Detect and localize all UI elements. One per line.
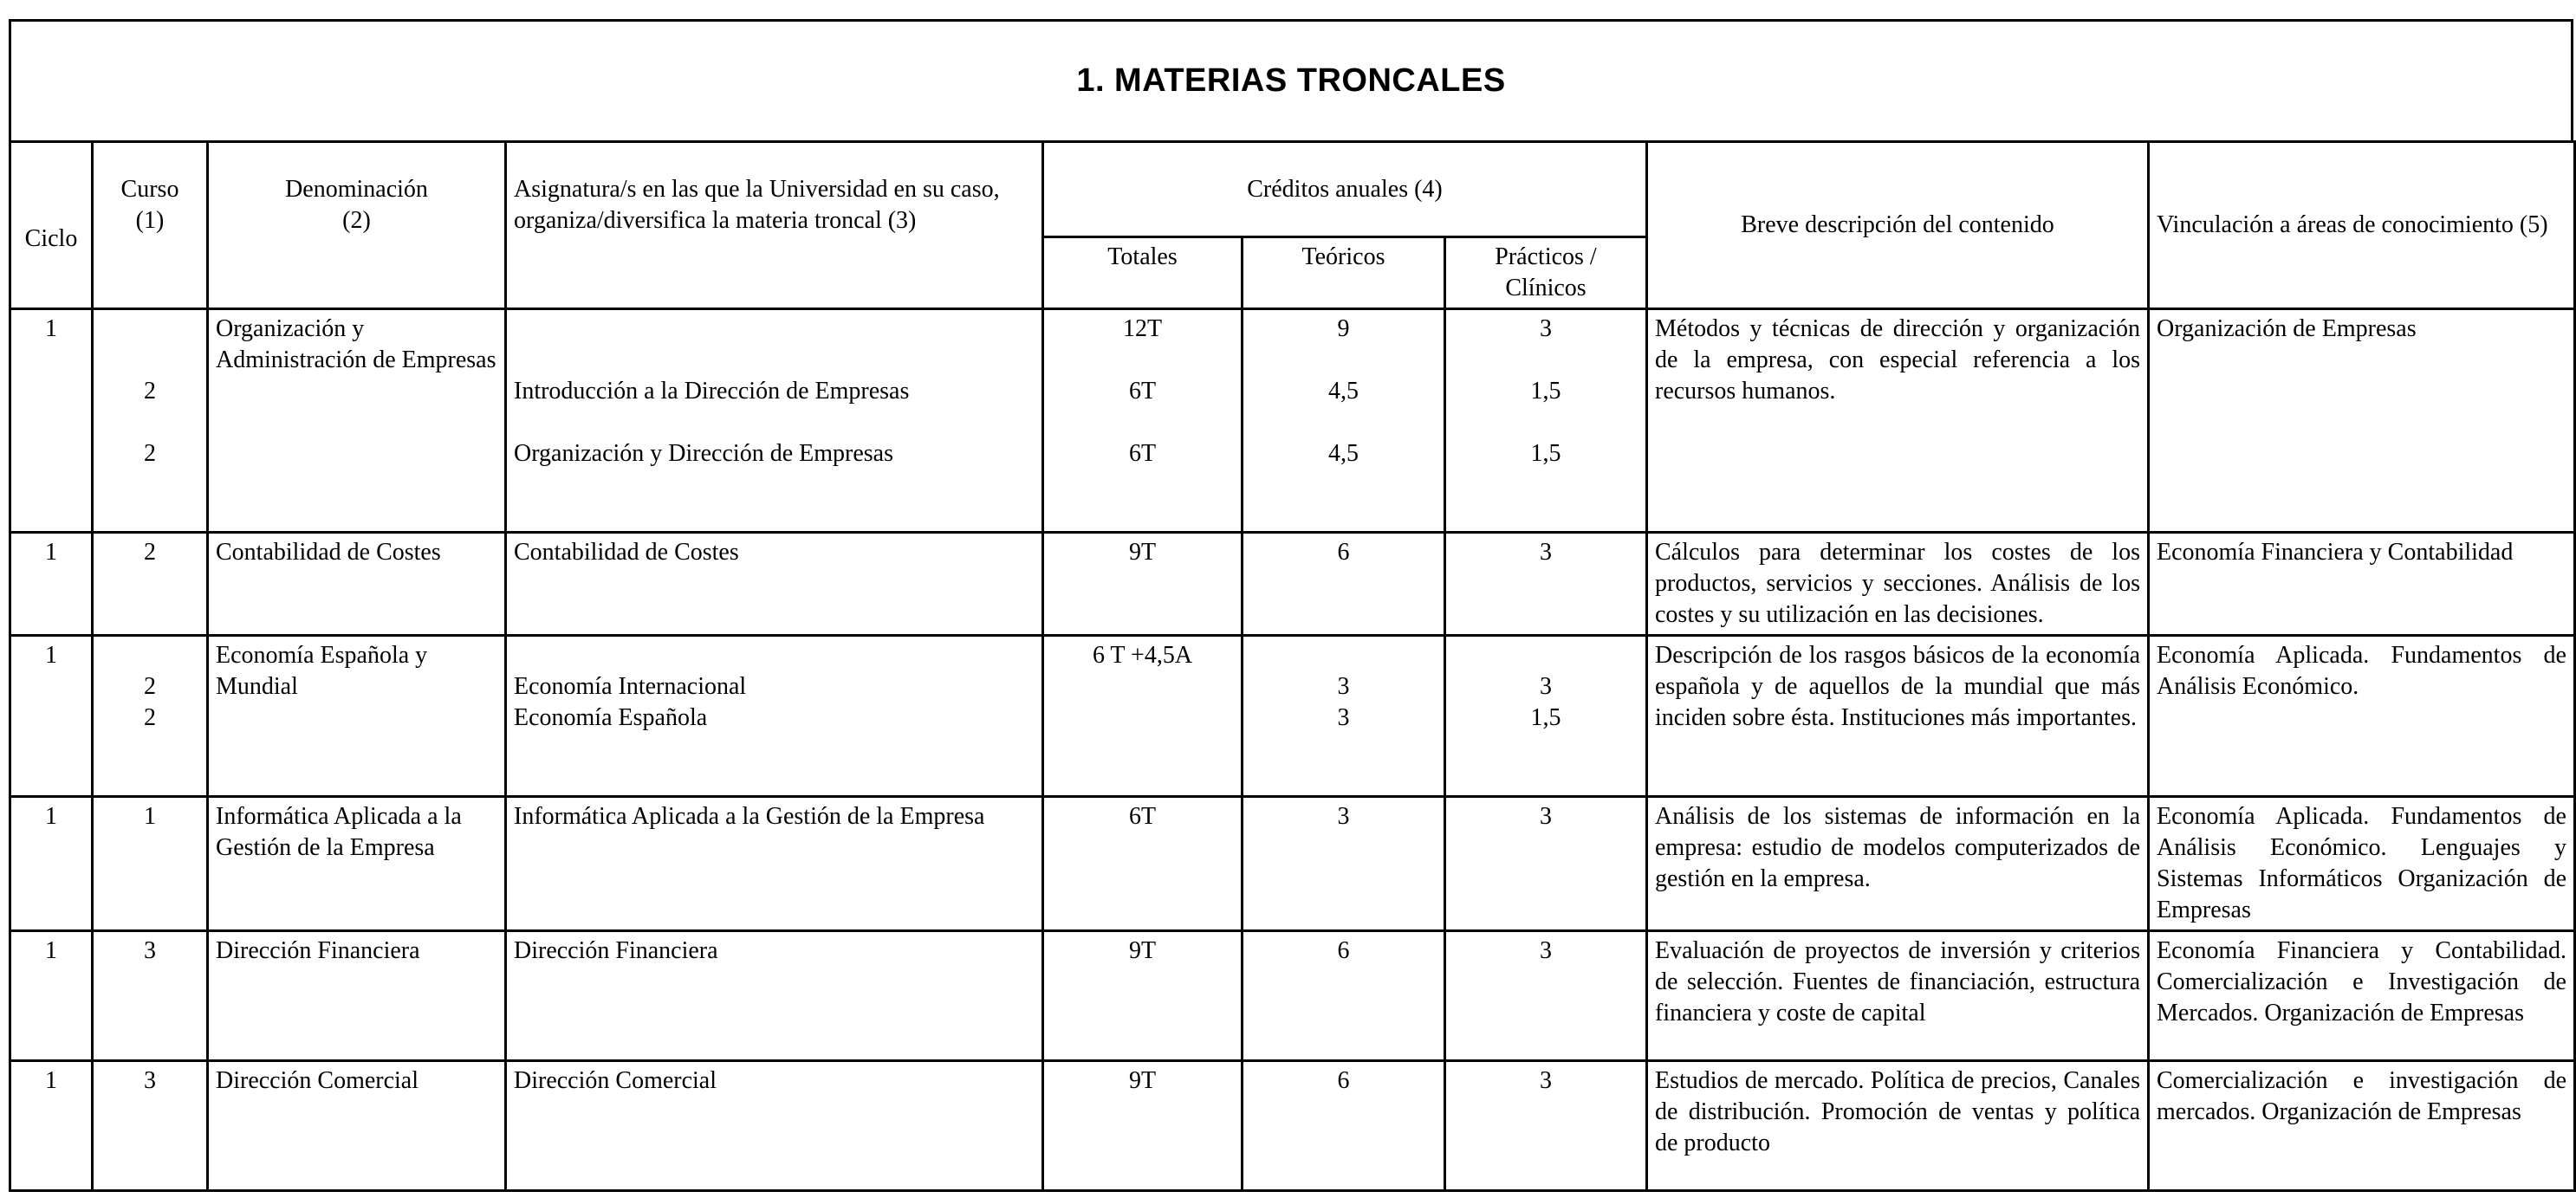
teoricos-line: 6 — [1337, 937, 1350, 964]
denominacion-text: Dirección Financiera — [216, 937, 420, 964]
practicos-line: 3 — [1540, 937, 1552, 964]
denominacion-text: Economía Española y Mundial — [216, 642, 428, 700]
descripcion-text: Evaluación de proyectos de inversión y criterios de selección. Fuentes de financiación, estructura financiera y coste de capital — [1655, 937, 2140, 1026]
table-row — [10, 309, 2575, 533]
curso-line: 2 — [144, 673, 156, 700]
totales-line: 6T — [1128, 440, 1157, 467]
asignatura-cell — [506, 797, 1043, 931]
vinculacion-text: Comercialización e investigación de mercados. Organización de Empresas — [2157, 1067, 2566, 1125]
descripcion-text: Estudios de mercado. Política de precios, Canales de distribución. Promoción de ventas y política de producto — [1655, 1067, 2140, 1156]
descripcion-cell — [1647, 931, 2149, 1061]
curso-cell — [93, 533, 208, 636]
curso-line: 3 — [144, 1067, 156, 1094]
practicos-line: 1,5 — [1530, 440, 1561, 467]
table-row — [10, 533, 2575, 636]
teoricos-line: 9 — [1337, 315, 1350, 342]
totales-line: 12T — [1122, 315, 1163, 342]
table-row — [10, 1061, 2575, 1191]
header-teoricos: Teóricos — [1243, 237, 1445, 309]
descripcion-text: Descripción de los rasgos básicos de la economía española y de aquellos de la mundial que más inciden sobre ésta. Instituciones más importantes. — [1655, 642, 2140, 731]
ciclo-text: 1 — [45, 803, 57, 830]
asignatura-line: Contabilidad de Costes — [514, 539, 739, 566]
vinculacion-cell — [2149, 797, 2575, 931]
teoricos-line: 6 — [1337, 1067, 1350, 1094]
asignatura-line: Dirección Financiera — [514, 937, 718, 964]
practicos-line: 3 — [1540, 1067, 1552, 1094]
practicos-cell — [1445, 931, 1647, 1061]
practicos-line: 1,5 — [1530, 378, 1561, 405]
ciclo-cell — [10, 636, 93, 797]
practicos-cell — [1445, 797, 1647, 931]
totales-line: 9T — [1128, 937, 1157, 964]
curso-line: 3 — [144, 937, 156, 964]
asignatura-line — [514, 640, 1035, 671]
header-descripcion: Breve descripción del contenido — [1647, 142, 2149, 309]
ciclo-cell — [10, 931, 93, 1061]
totales-line — [1051, 671, 1234, 703]
table-row — [10, 636, 2575, 797]
teoricos-line: 3 — [1337, 704, 1350, 731]
curso-cell — [93, 931, 208, 1061]
asignatura-line: Dirección Comercial — [514, 1067, 717, 1094]
totales-line — [1051, 345, 1234, 376]
practicos-line — [1453, 407, 1638, 438]
header-curso: Curso (1) — [93, 142, 208, 309]
vinculacion-text: Organización de Empresas — [2157, 315, 2417, 342]
practicos-cell — [1445, 533, 1647, 636]
denominacion-cell — [208, 931, 506, 1061]
teoricos-line: 3 — [1337, 673, 1350, 700]
denominacion-cell — [208, 533, 506, 636]
totales-line: 9T — [1128, 539, 1157, 566]
header-row-1 — [10, 142, 2575, 237]
descripcion-cell — [1647, 533, 2149, 636]
ciclo-cell — [10, 797, 93, 931]
asignatura-line: Introducción a la Dirección de Empresas — [514, 378, 910, 405]
totales-cell — [1043, 797, 1243, 931]
practicos-line: 3 — [1540, 803, 1552, 830]
totales-line: 6T — [1128, 378, 1157, 405]
header-totales: Totales — [1043, 237, 1243, 309]
asignatura-cell — [506, 636, 1043, 797]
denominacion-text: Informática Aplicada a la Gestión de la Empresa — [216, 803, 462, 861]
denominacion-cell — [208, 797, 506, 931]
teoricos-cell — [1243, 797, 1445, 931]
ciclo-cell — [10, 1061, 93, 1191]
asignatura-cell — [506, 533, 1043, 636]
asignatura-line: Organización y Dirección de Empresas — [514, 440, 893, 467]
teoricos-line — [1250, 640, 1437, 671]
curso-cell — [93, 797, 208, 931]
practicos-line — [1453, 640, 1638, 671]
vinculacion-text: Economía Financiera y Contabilidad — [2157, 539, 2514, 566]
ciclo-text: 1 — [45, 315, 57, 342]
table-row — [10, 931, 2575, 1061]
descripcion-text: Métodos y técnicas de dirección y organización de la empresa, con especial referencia a los recursos humanos. — [1655, 315, 2140, 405]
materias-table — [9, 140, 2576, 1192]
vinculacion-text: Economía Aplicada. Fundamentos de Análisis Económico. — [2157, 642, 2566, 700]
totales-cell — [1043, 1061, 1243, 1191]
descripcion-text: Análisis de los sistemas de información en la empresa: estudio de modelos computerizados de gestión en la empresa. — [1655, 803, 2140, 892]
header-ciclo: Ciclo — [10, 142, 93, 309]
vinculacion-text: Economía Financiera y Contabilidad. Comercialización e Investigación de Mercados. Organización de Empresas — [2157, 937, 2566, 1026]
asignatura-line — [514, 314, 1035, 345]
teoricos-cell — [1243, 931, 1445, 1061]
totales-line — [1051, 703, 1234, 734]
totales-line: 6T — [1128, 803, 1157, 830]
header-practicos: Prácticos / Clínicos — [1445, 237, 1647, 309]
asignatura-line: Economía Española — [514, 704, 708, 731]
title-box — [9, 19, 2573, 140]
curso-cell — [93, 309, 208, 533]
vinculacion-cell — [2149, 1061, 2575, 1191]
teoricos-line: 3 — [1337, 803, 1350, 830]
table-row — [10, 797, 2575, 931]
denominacion-cell — [208, 309, 506, 533]
practicos-cell — [1445, 1061, 1647, 1191]
header-creditos: Créditos anuales (4) — [1043, 142, 1647, 237]
totales-cell — [1043, 636, 1243, 797]
practicos-line: 3 — [1540, 673, 1552, 700]
curso-line: 2 — [144, 704, 156, 731]
totales-cell — [1043, 931, 1243, 1061]
teoricos-line: 6 — [1337, 539, 1350, 566]
practicos-line — [1453, 345, 1638, 376]
vinculacion-cell — [2149, 533, 2575, 636]
ciclo-text: 1 — [45, 539, 57, 566]
descripcion-cell — [1647, 1061, 2149, 1191]
curso-line — [101, 640, 199, 671]
denominacion-text: Contabilidad de Costes — [216, 539, 441, 566]
curso-cell — [93, 636, 208, 797]
curso-line: 2 — [144, 378, 156, 405]
ciclo-text: 1 — [45, 1067, 57, 1094]
denominacion-cell — [208, 1061, 506, 1191]
vinculacion-cell — [2149, 309, 2575, 533]
header-denominacion: Denominación (2) — [208, 142, 506, 309]
ciclo-cell — [10, 533, 93, 636]
asignatura-cell — [506, 309, 1043, 533]
totales-line — [1051, 407, 1234, 438]
ciclo-text: 1 — [45, 937, 57, 964]
teoricos-line: 4,5 — [1328, 440, 1359, 467]
ciclo-text: 1 — [45, 642, 57, 669]
curso-cell — [93, 1061, 208, 1191]
teoricos-cell — [1243, 533, 1445, 636]
vinculacion-cell — [2149, 931, 2575, 1061]
asignatura-line — [514, 407, 1035, 438]
header-asignatura: Asignatura/s en las que la Universidad en su caso, organiza/diversifica la materia troncal (3) — [506, 142, 1043, 309]
practicos-line: 3 — [1540, 315, 1552, 342]
document-page — [9, 19, 2573, 1192]
descripcion-cell — [1647, 309, 2149, 533]
descripcion-cell — [1647, 797, 2149, 931]
asignatura-line — [514, 345, 1035, 376]
practicos-cell — [1445, 309, 1647, 533]
teoricos-cell — [1243, 309, 1445, 533]
asignatura-cell — [506, 1061, 1043, 1191]
teoricos-cell — [1243, 636, 1445, 797]
teoricos-cell — [1243, 1061, 1445, 1191]
denominacion-text: Dirección Comercial — [216, 1067, 419, 1094]
curso-line: 2 — [144, 440, 156, 467]
curso-line: 2 — [144, 539, 156, 566]
totales-cell — [1043, 309, 1243, 533]
asignatura-cell — [506, 931, 1043, 1061]
totales-line: 6 T +4,5A — [1092, 642, 1193, 669]
teoricos-line: 4,5 — [1328, 378, 1359, 405]
asignatura-line: Informática Aplicada a la Gestión de la Empresa — [514, 803, 985, 830]
practicos-cell — [1445, 636, 1647, 797]
descripcion-text: Cálculos para determinar los costes de los productos, servicios y secciones. Análisis de los costes y su utilización en las decisiones. — [1655, 539, 2140, 628]
curso-line — [101, 314, 199, 376]
header-vinculacion: Vinculación a áreas de conocimiento (5) — [2149, 142, 2575, 309]
denominacion-text: Organización y Administración de Empresas — [216, 315, 496, 373]
practicos-line: 3 — [1540, 539, 1552, 566]
totales-line: 9T — [1128, 1067, 1157, 1094]
curso-line: 1 — [144, 803, 156, 830]
totales-cell — [1043, 533, 1243, 636]
teoricos-line — [1250, 407, 1437, 438]
descripcion-cell — [1647, 636, 2149, 797]
asignatura-line: Economía Internacional — [514, 673, 747, 700]
ciclo-cell — [10, 309, 93, 533]
practicos-line: 1,5 — [1530, 704, 1561, 731]
teoricos-line — [1250, 345, 1437, 376]
vinculacion-cell — [2149, 636, 2575, 797]
vinculacion-text: Economía Aplicada. Fundamentos de Análisis Económico. Lenguajes y Sistemas Informáticos Organización de Empresas — [2157, 803, 2566, 923]
page-title: 1. MATERIAS TRONCALES — [1076, 62, 1506, 99]
denominacion-cell — [208, 636, 506, 797]
